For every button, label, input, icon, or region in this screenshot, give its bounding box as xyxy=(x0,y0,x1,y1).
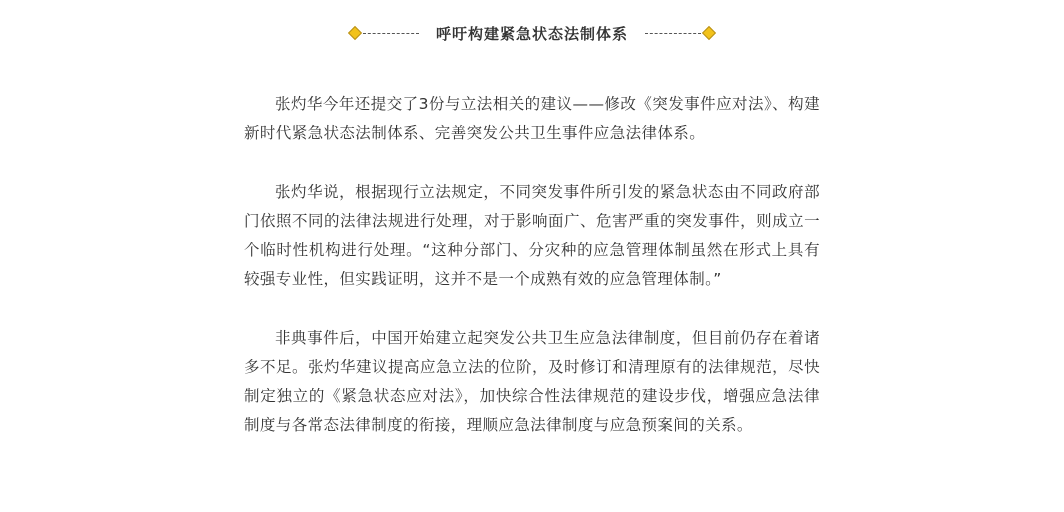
diamond-icon xyxy=(348,26,362,40)
paragraph: 张灼华今年还提交了3份与立法相关的建议——修改《突发事件应对法》、构建新时代紧急状态法制体系、完善突发公共卫生事件应急法律体系。 xyxy=(244,95,820,142)
diamond-icon xyxy=(702,26,716,40)
left-ornament xyxy=(350,28,422,38)
right-ornament xyxy=(642,28,714,38)
article-body xyxy=(244,90,820,470)
section-header xyxy=(0,20,1064,46)
section-title: 呼吁构建紧急状态法制体系 xyxy=(435,24,628,43)
dashed-line xyxy=(645,33,701,34)
dashed-line xyxy=(363,33,419,34)
paragraph: 张灼华说，根据现行立法规定，不同突发事件所引发的紧急状态由不同政府部门依照不同的法律法规进行处理，对于影响面广、危害严重的突发事件，则成立一个临时性机构进行处理。“这种分部门、分灾种的应急管理体制虽然在形式上具有较强专业性，但实践证明，这并不是一个成熟有效的应急管理体制。” xyxy=(244,183,820,288)
paragraph: 非典事件后，中国开始建立起突发公共卫生应急法律制度，但目前仍存在着诸多不足。张灼华建议提高应急立法的位阶，及时修订和清理原有的法律规范，尽快制定独立的《紧急状态应对法》，加快综合性法律规范的建设步伐，增强应急法律制度与各常态法律制度的衔接，理顺应急法律制度与应急预案间的关系。 xyxy=(244,329,820,434)
